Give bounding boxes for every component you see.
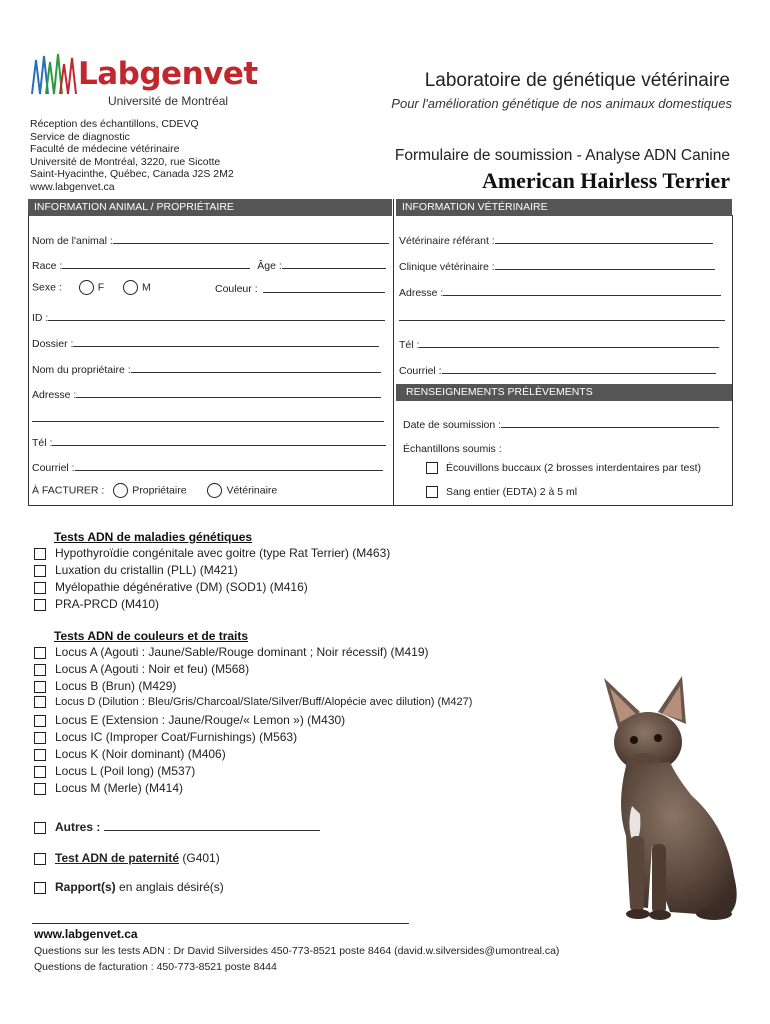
report-option	[34, 880, 224, 894]
vet-phone-label: Tél :	[399, 339, 420, 351]
blood-checkbox[interactable]	[426, 486, 438, 498]
test-item	[34, 563, 390, 580]
test-checkbox[interactable]	[34, 647, 46, 659]
test-label: Myélopathie dégénérative (DM) (SOD1) (M416)	[55, 580, 308, 594]
test-item	[34, 580, 390, 597]
test-item	[34, 645, 472, 662]
test-checkbox[interactable]	[34, 582, 46, 594]
disease-tests-title: Tests ADN de maladies génétiques	[54, 530, 253, 544]
test-label: Locus A (Agouti : Noir et feu) (M568)	[55, 662, 250, 676]
billing-owner-radio[interactable]	[113, 483, 128, 498]
sex-field	[32, 280, 392, 295]
owner-address-field[interactable]	[32, 387, 381, 401]
billing-field	[32, 483, 277, 498]
color-input[interactable]	[263, 282, 385, 293]
vet-address-field[interactable]	[399, 285, 721, 299]
test-item	[34, 730, 472, 747]
billing-vet-radio[interactable]	[207, 483, 222, 498]
owner-name-label: Nom du propriétaire :	[32, 364, 131, 376]
test-label: Locus A (Agouti : Jaune/Sable/Rouge dominant ; Noir récessif) (M419)	[55, 645, 429, 659]
report-label-rest: en anglais désiré(s)	[119, 880, 224, 894]
test-label: Hypothyroïdie congénitale avec goitre (type Rat Terrier) (M463)	[55, 546, 391, 560]
owner-phone-label: Tél :	[32, 437, 53, 449]
id-field[interactable]	[32, 310, 385, 324]
blood-label: Sang entier (EDTA) 2 à 5 ml	[446, 486, 578, 498]
other-tests-field	[34, 820, 320, 834]
clinic-label: Clinique vétérinaire :	[399, 261, 495, 273]
lab-address	[30, 118, 290, 194]
logo-text: Labgenvet	[78, 56, 258, 92]
test-item	[34, 679, 472, 696]
test-checkbox[interactable]	[34, 766, 46, 778]
test-checkbox[interactable]	[34, 664, 46, 676]
breed-field[interactable]	[32, 258, 386, 272]
sex-male-radio[interactable]	[123, 280, 138, 295]
billing-label: À FACTURER :	[32, 484, 105, 497]
submission-date-label: Date de soumission :	[403, 419, 502, 431]
owner-address-label: Adresse :	[32, 389, 77, 401]
color-label: Couleur :	[215, 283, 258, 295]
footer-website-link[interactable]: www.labgenvet.ca	[34, 927, 138, 941]
age-label: Âge :	[257, 260, 282, 272]
address-line: Service de diagnostic	[30, 130, 130, 143]
billing-vet-label: Vétérinaire	[226, 484, 278, 497]
disease-tests-list	[34, 546, 390, 614]
test-checkbox[interactable]	[34, 681, 46, 693]
owner-address-line-2[interactable]	[32, 421, 384, 422]
test-label: Locus L (Poil long) (M537)	[55, 764, 196, 778]
website-link[interactable]: www.labgenvet.ca	[30, 180, 115, 193]
paternity-checkbox[interactable]	[34, 853, 46, 865]
other-tests-label: Autres :	[55, 820, 101, 834]
swab-checkbox[interactable]	[426, 462, 438, 474]
address-line: Saint-Hyacinthe, Québec, Canada J2S 2M2	[30, 168, 234, 181]
billing-owner-label: Propriétaire	[132, 484, 187, 497]
blood-option	[426, 486, 577, 498]
test-item	[34, 713, 472, 730]
sex-female-radio[interactable]	[79, 280, 94, 295]
swab-option	[426, 462, 701, 474]
owner-email-field[interactable]	[32, 460, 383, 474]
file-label: Dossier :	[32, 338, 74, 350]
referring-vet-field[interactable]	[399, 233, 713, 247]
vet-phone-field[interactable]	[399, 337, 719, 351]
section-header-animal-owner: INFORMATION ANIMAL / PROPRIÉTAIRE	[28, 199, 392, 216]
form-title: Formulaire de soumission - Analyse ADN Canine	[394, 147, 730, 164]
test-label: Locus E (Extension : Jaune/Rouge/« Lemon ») (M430)	[55, 713, 346, 727]
id-label: ID :	[32, 312, 49, 324]
dog-photo	[596, 676, 746, 921]
dna-chromatogram-icon	[30, 50, 78, 98]
test-label: Locus M (Merle) (M414)	[55, 781, 184, 795]
owner-name-field[interactable]	[32, 362, 381, 376]
address-line: Réception des échantillons, CDEVQ	[30, 118, 199, 130]
breed-title: American Hairless Terrier	[481, 168, 730, 193]
paternity-test	[34, 851, 220, 865]
test-checkbox[interactable]	[34, 565, 46, 577]
clinic-field[interactable]	[399, 259, 715, 273]
test-checkbox[interactable]	[34, 783, 46, 795]
form-bottom-border	[28, 505, 733, 506]
breed-label: Race :	[32, 260, 63, 272]
test-item	[34, 662, 472, 679]
address-line: Université de Montréal, 3220, rue Sicotte	[30, 155, 221, 168]
column-divider	[393, 199, 394, 505]
test-checkbox[interactable]	[34, 548, 46, 560]
test-checkbox[interactable]	[34, 715, 46, 727]
test-checkbox[interactable]	[34, 732, 46, 744]
report-label-bold: Rapport(s)	[55, 880, 116, 894]
test-checkbox[interactable]	[34, 749, 46, 761]
test-item	[34, 696, 472, 713]
test-item	[34, 747, 472, 764]
animal-name-field[interactable]	[32, 233, 389, 247]
vet-address-label: Adresse :	[399, 287, 444, 299]
owner-phone-field[interactable]	[32, 435, 386, 449]
report-checkbox[interactable]	[34, 882, 46, 894]
footer-contact-tests: Questions sur les tests ADN : Dr David Silversides 450-773-8521 poste 8464 (david.w.silversides@umontreal.ca)	[34, 945, 560, 957]
lab-title: Laboratoire de génétique vétérinaire	[424, 70, 730, 91]
other-tests-input[interactable]	[104, 820, 320, 831]
form-left-border	[28, 215, 29, 505]
vet-email-label: Courriel :	[399, 365, 442, 377]
test-item	[34, 781, 472, 798]
test-item	[34, 764, 472, 781]
test-checkbox[interactable]	[34, 599, 46, 611]
test-item	[34, 597, 390, 614]
file-field[interactable]	[32, 336, 379, 350]
footer-divider	[32, 923, 409, 924]
test-label: Locus K (Noir dominant) (M406)	[55, 747, 226, 761]
test-label: Locus IC (Improper Coat/Furnishings) (M563)	[55, 730, 298, 744]
submission-date-field[interactable]	[403, 417, 719, 431]
vet-address-line-2[interactable]	[399, 320, 725, 321]
section-header-veterinarian: INFORMATION VÉTÉRINAIRE	[396, 199, 732, 216]
vet-email-field[interactable]	[399, 363, 716, 377]
sex-label: Sexe :	[32, 281, 62, 294]
other-tests-checkbox[interactable]	[34, 822, 46, 834]
test-label: PRA-PRCD (M410)	[55, 597, 160, 611]
lab-subtitle: Pour l'amélioration génétique de nos animaux domestiques	[391, 96, 732, 111]
logo	[30, 48, 258, 110]
referring-vet-label: Vétérinaire référant :	[399, 235, 495, 247]
sex-female-label: F	[97, 281, 105, 294]
paternity-label: Test ADN de paternité	[55, 851, 180, 865]
logo-subtitle: Université de Montréal	[108, 94, 229, 108]
color-tests-list	[34, 645, 472, 798]
owner-email-label: Courriel :	[32, 462, 75, 474]
form-right-border	[732, 215, 733, 505]
footer-contact-billing: Questions de facturation : 450-773-8521 poste 8444	[34, 961, 277, 973]
test-label: Locus D (Dilution : Bleu/Gris/Charcoal/Slate/Silver/Buff/Alopécie avec dilution) (M427)	[55, 696, 473, 708]
animal-name-label: Nom de l'animal :	[32, 235, 113, 247]
test-label: Locus B (Brun) (M429)	[55, 679, 177, 693]
test-checkbox[interactable]	[34, 696, 46, 708]
paternity-code: (G401)	[182, 851, 220, 865]
section-header-samples: RENSEIGNEMENTS PRÉLÈVEMENTS	[396, 384, 732, 401]
swab-label: Écouvillons buccaux (2 brosses interdentaires par test)	[446, 462, 702, 474]
address-line: Faculté de médecine vétérinaire	[30, 143, 180, 156]
test-item	[34, 546, 390, 563]
color-tests-title: Tests ADN de couleurs et de traits	[54, 629, 249, 643]
sex-male-label: M	[142, 281, 151, 294]
test-label: Luxation du cristallin (PLL) (M421)	[55, 563, 238, 577]
samples-label: Échantillons soumis :	[403, 443, 502, 455]
